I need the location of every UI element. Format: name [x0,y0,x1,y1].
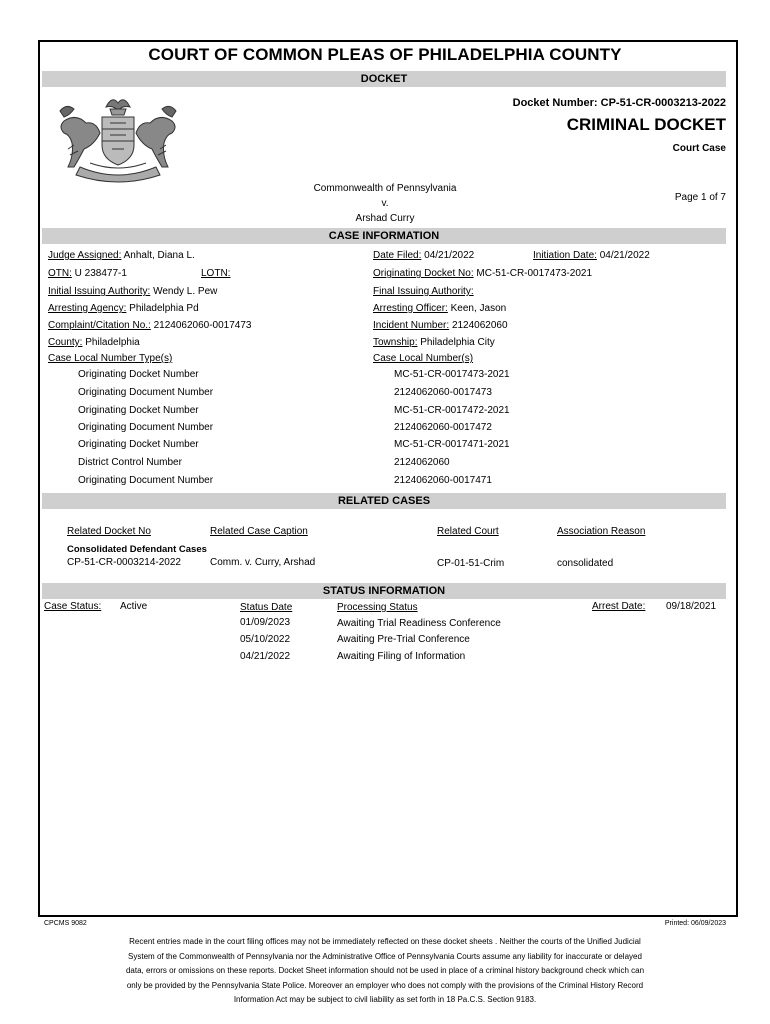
arresting-agency-value: Philadelphia Pd [129,303,199,314]
related-court: CP-01-51-Crim [437,558,505,569]
status-information-bar: STATUS INFORMATION [42,583,726,599]
originating-docket-label: Originating Docket No: [373,268,474,279]
local-number: 2124062060-0017473 [394,387,492,398]
caption-defendant: Arshad Curry [355,213,415,224]
incident-number-row [373,320,508,331]
disclaimer-line: Recent entries made in the court filing offices may not be immediately reflected on these docket sheets . Neither the courts of the Unified Judicial [129,937,641,946]
judge-row [48,250,195,261]
date-filed-value: 04/21/2022 [424,250,475,261]
local-number: MC-51-CR-0017471-2021 [394,439,510,450]
association-reason: consolidated [557,558,614,569]
processing-status: Awaiting Trial Readiness Conference [337,618,501,629]
court-title: COURT OF COMMON PLEAS OF PHILADELPHIA COUNTY [148,45,622,64]
status-date: 05/10/2022 [240,634,291,645]
case-kind: Court Case [672,143,726,154]
lotn-label: LOTN: [201,268,231,279]
status-date: 01/09/2023 [240,617,291,628]
otn-label: OTN: [48,268,72,279]
complaint-label: Complaint/Citation No.: [48,320,151,331]
local-number-type: Originating Document Number [78,475,214,486]
date-filed-label: Date Filed: [373,250,422,261]
related-case-caption: Comm. v. Curry, Arshad [210,557,316,568]
docket-bar: DOCKET [42,71,726,87]
local-number: 2124062060 [394,457,450,468]
initiation-date-label: Initiation Date: [533,250,597,261]
related-court-header: Related Court [437,526,499,537]
judge-label: Judge Assigned: [48,250,122,261]
county-label: County: [48,337,83,348]
arresting-officer-value: Keen, Jason [450,303,507,314]
form-code: CPCMS 9082 [44,920,87,927]
originating-docket-row [373,268,592,279]
township-row [373,337,495,348]
local-number-type: Originating Docket Number [78,369,199,380]
otn-value: U 238477-1 [74,268,127,279]
printed-date: Printed: 06/09/2023 [664,920,726,927]
status-date: 04/21/2022 [240,651,291,662]
county-row [48,337,140,348]
disclaimer [80,935,690,1008]
case-information-bar: CASE INFORMATION [42,228,726,244]
arresting-officer-label: Arresting Officer: [373,303,448,314]
otn-row [48,268,127,279]
date-filed-row [373,250,474,261]
initiation-date-value: 04/21/2022 [599,250,650,261]
complaint-value: 2124062060-0017473 [153,320,252,331]
docket-type: CRIMINAL DOCKET [566,115,726,134]
final-issuing-authority-label: Final Issuing Authority: [373,286,474,297]
association-reason-header: Association Reason [557,526,646,537]
initial-issuing-authority-label: Initial Issuing Authority: [48,286,151,297]
caption-plaintiff: Commonwealth of Pennsylvania [313,183,457,194]
local-number-type: Originating Docket Number [78,405,199,416]
township-value: Philadelphia City [420,337,495,348]
processing-status-header: Processing Status [337,602,418,613]
disclaimer-line: only be provided by the Pennsylvania State Police. Moreover an employer who does not comply with the provisions of the Criminal History Record [126,980,644,990]
arresting-agency-label: Arresting Agency: [48,303,127,314]
local-number-type: District Control Number [78,457,182,468]
local-number-type: Originating Document Number [78,387,214,398]
originating-docket-value: MC-51-CR-0017473-2021 [476,268,593,279]
processing-status: Awaiting Filing of Information [337,651,466,662]
processing-status: Awaiting Pre-Trial Conference [337,634,470,645]
initial-issuing-authority-value: Wendy L. Pew [153,286,218,297]
arresting-agency-row [48,303,199,314]
township-label: Township: [373,337,418,348]
local-number-type: Originating Docket Number [78,439,199,450]
related-docket-number: CP-51-CR-0003214-2022 [67,557,181,568]
arresting-officer-row [373,303,506,314]
local-number-type-header: Case Local Number Type(s) [48,353,173,364]
arrest-date-value: 09/18/2021 [666,601,717,612]
disclaimer-line: data, errors or omissions on these reports. Docket Sheet information should not be used in place of a criminal history background check which can [125,966,645,975]
county-value: Philadelphia [85,337,140,348]
related-docket-header: Related Docket No [67,526,151,537]
incident-number-value: 2124062060 [451,320,508,331]
docket-number: Docket Number: CP-51-CR-0003213-2022 [512,97,726,109]
initial-issuing-authority-row [48,286,217,297]
related-caption-header: Related Case Caption [210,526,308,537]
local-number: 2124062060-0017472 [394,422,492,433]
disclaimer-line: System of the Commonwealth of Pennsylvania nor the Administrative Office of Pennsylvania Courts assume any liability for inaccurate or delayed [128,951,642,961]
arrest-date-label: Arrest Date: [592,601,646,612]
local-number-type: Originating Document Number [78,422,214,433]
incident-number-label: Incident Number: [373,320,450,331]
initiation-date-row [533,250,650,261]
disclaimer-line: Information Act may be subject to civil liability as set forth in 18 Pa.C.S. Section 9183. [233,995,537,1004]
local-number-header: Case Local Number(s) [373,353,474,364]
consolidated-group-label: Consolidated Defendant Cases [67,544,207,555]
case-status-label: Case Status: [44,601,102,612]
judge-value: Anhalt, Diana L. [123,250,195,261]
status-date-header: Status Date [240,602,293,613]
local-number: MC-51-CR-0017473-2021 [394,369,510,380]
page-indicator: Page 1 of 7 [674,192,726,203]
related-cases-bar: RELATED CASES [42,493,726,509]
case-status-value: Active [120,601,148,612]
local-number: MC-51-CR-0017472-2021 [394,405,510,416]
pennsylvania-coat-of-arms-icon [50,93,185,183]
local-number: 2124062060-0017471 [394,475,492,486]
complaint-row [48,320,252,331]
caption-versus: v. [381,198,389,209]
